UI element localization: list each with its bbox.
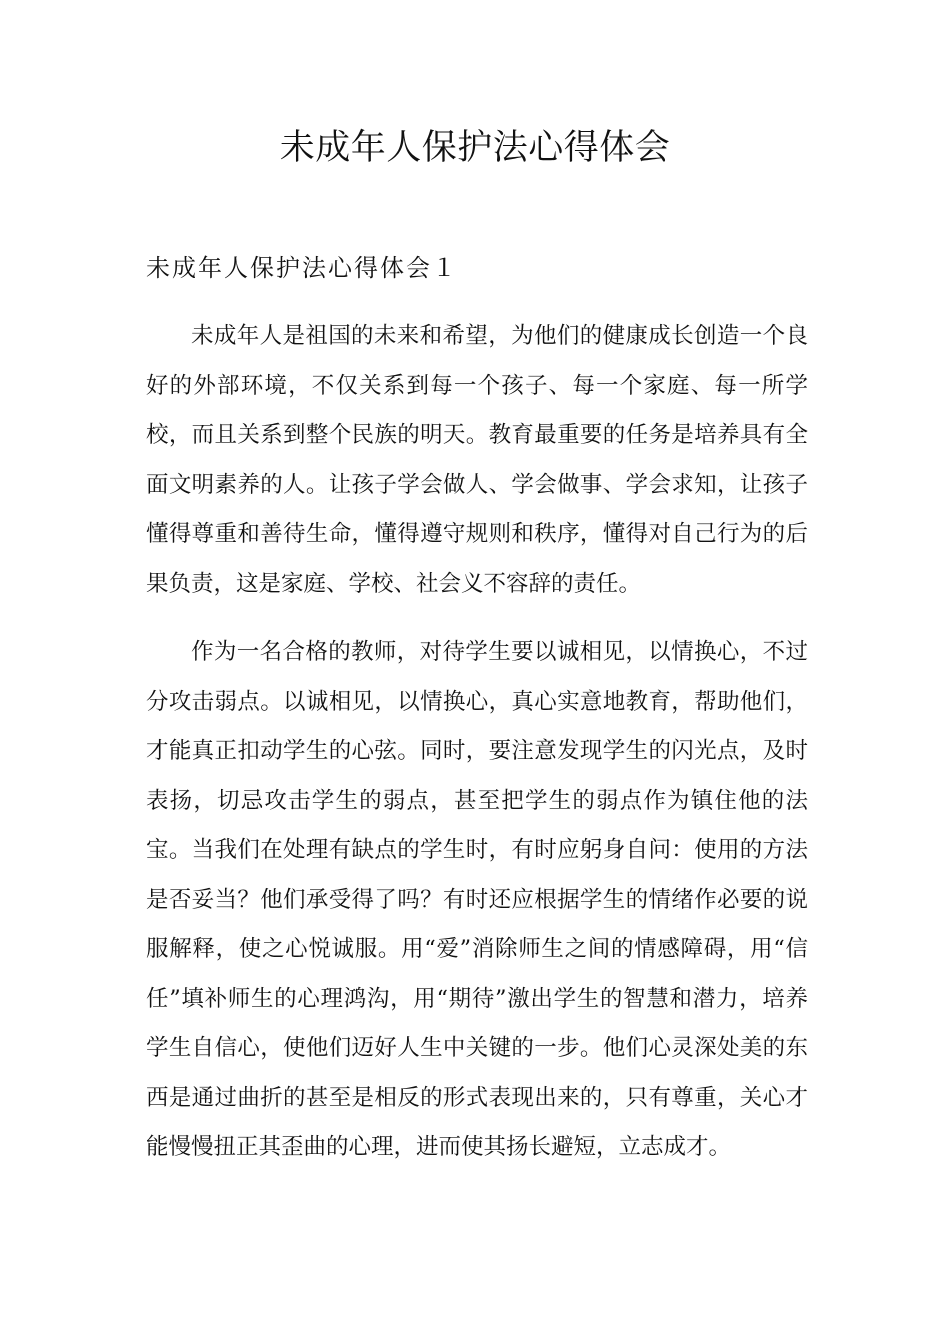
paragraph-2: 作为一名合格的教师，对待学生要以诚相见，以情换心，不过分攻击弱点。以诚相见，以情换心，真心实意地教育，帮助他们，才能真正扣动学生的心弦。同时，要注意发现学生的闪光点，及时表扬，切忌攻击学生的弱点，甚至把学生的弱点作为镇住他的法宝。当我们在处理有缺点的学生时，有时应躬身自问：使用的方法是否妥当？他们承受得了吗？有时还应根据学生的情绪作必要的说服解释，使之心悦诚服。用“爱”消除师生之间的情感障碍，用“信任”填补师生的心理鸿沟，用“期待”激出学生的智慧和潜力，培养学生自信心，使他们迈好人生中关键的一步。他们心灵深处美的东西是通过曲折的甚至是相反的形式表现出来的，只有尊重，关心才能慢慢扭正其歪曲的心理，进而使其扬长避短，立志成才。	[146, 639, 808, 1160]
document-title: 未成年人保护法心得体会	[279, 128, 671, 168]
paragraph-1: 未成年人是祖国的未来和希望，为他们的健康成长创造一个良好的外部环境，不仅关系到每一个孩子、每一个家庭、每一所学校，而且关系到整个民族的明天。教育最重要的任务是培养具有全面文明素养的人。让孩子学会做人、学会做事、学会求知，让孩子懂得尊重和善待生命，懂得遵守规则和秩序，懂得对自己行为的后果负责，这是家庭、学校、社会义不容辞的责任。	[146, 323, 808, 597]
section-heading: 未成年人保护法心得体会１	[146, 254, 458, 282]
